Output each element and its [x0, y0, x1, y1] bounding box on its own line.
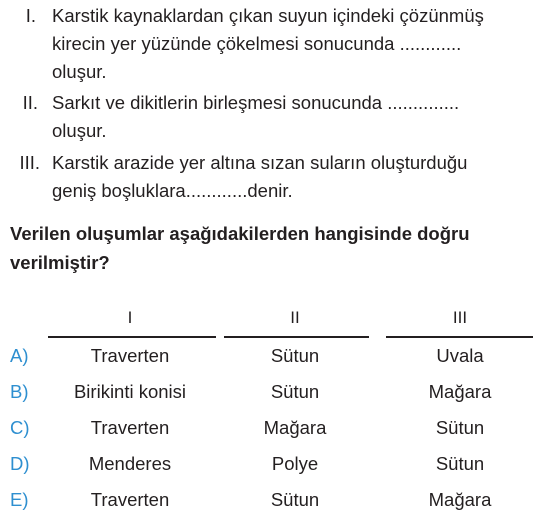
option-b[interactable] — [0, 381, 533, 411]
question-line-1: Verilen oluşumlar aşağıdakilerden hangisinde doğru — [10, 223, 470, 244]
statement-3-line-1: Karstik arazide yer altına sızan suların oluşturduğu — [52, 152, 468, 173]
option-a-cell-2: Sütun — [270, 345, 320, 366]
question-line-2: verilmiştir? — [10, 252, 110, 273]
option-b-cell-2: Sütun — [270, 381, 320, 402]
option-c-cell-1: Traverten — [90, 417, 170, 438]
option-a[interactable] — [0, 345, 533, 375]
statement-1-line-1: Karstik kaynaklardan çıkan suyun içindeki çözünmüş — [52, 5, 484, 26]
option-d-cell-2: Polye — [271, 453, 319, 474]
option-e-cell-2: Sütun — [270, 489, 320, 510]
statement-1-line-2: kirecin yer yüzünde çökelmesi sonucunda ............ — [52, 33, 462, 54]
option-b-cell-3: Mağara — [428, 381, 492, 402]
statement-3-numeral: III. — [19, 152, 40, 173]
column-header-1: I — [127, 308, 133, 327]
option-d-cell-3: Sütun — [435, 453, 485, 474]
option-b-letter[interactable]: B) — [10, 381, 29, 402]
option-a-cell-3: Uvala — [436, 345, 484, 366]
option-e-letter[interactable]: E) — [10, 489, 29, 510]
statement-2-line-2: oluşur. — [52, 120, 107, 141]
statement-1 — [0, 2, 533, 83]
option-e-cell-3: Mağara — [428, 489, 492, 510]
column-1-rule — [48, 336, 216, 338]
statement-2 — [0, 89, 533, 143]
option-c-letter[interactable]: C) — [10, 417, 30, 438]
option-d-letter[interactable]: D) — [10, 453, 30, 474]
column-header-3: III — [452, 308, 468, 327]
statement-3-line-2: geniş boşluklara............denir. — [52, 180, 293, 201]
option-a-cell-1: Traverten — [90, 345, 170, 366]
option-d[interactable] — [0, 453, 533, 483]
column-header-2: II — [290, 308, 300, 327]
option-e-cell-1: Traverten — [90, 489, 170, 510]
column-2-rule — [224, 336, 369, 338]
statement-3 — [0, 149, 533, 203]
option-c-cell-2: Mağara — [263, 417, 327, 438]
option-c-cell-3: Sütun — [435, 417, 485, 438]
option-a-letter[interactable]: A) — [10, 345, 29, 366]
statement-2-numeral: II. — [22, 92, 38, 113]
statement-1-numeral: I. — [25, 5, 36, 26]
option-c[interactable] — [0, 417, 533, 447]
statement-2-line-1: Sarkıt ve dikitlerin birleşmesi sonucunda .............. — [52, 92, 460, 113]
question-text — [10, 219, 533, 277]
column-3-rule — [386, 336, 533, 338]
option-b-cell-1: Birikinti konisi — [73, 381, 187, 402]
option-e[interactable] — [0, 489, 533, 519]
option-d-cell-1: Menderes — [88, 453, 172, 474]
statement-1-line-3: oluşur. — [52, 61, 107, 82]
